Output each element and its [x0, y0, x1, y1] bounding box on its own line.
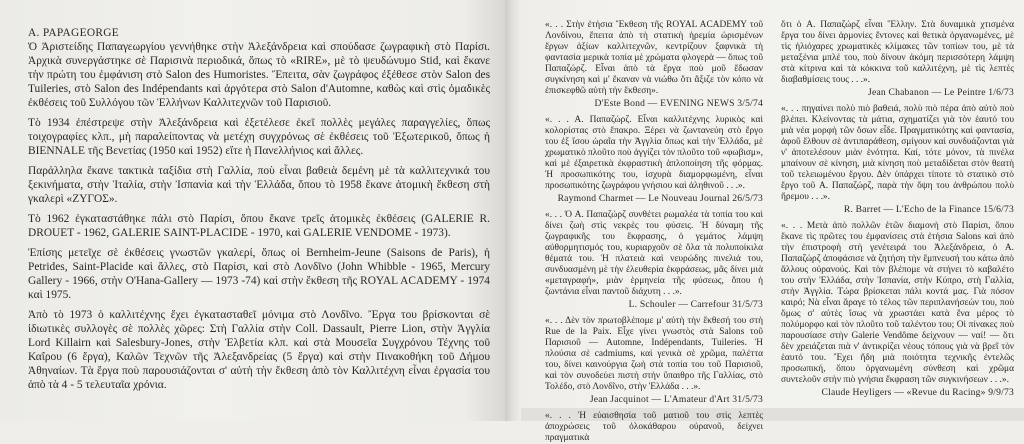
- review-source: Raymond Charmet — Le Nouveau Journal 26/5/73: [557, 193, 763, 204]
- reviews-column-1: [545, 20, 763, 444]
- review-source: Claude Heyligers — «Revue du Racing» 9/9/73: [821, 387, 1014, 398]
- bio-paragraph: Ἐπίσης μετεῖχε σὲ ἐκθέσεις γνωστῶν γκαλερί, ὅπως οἱ Bernheim-Jeune (Saisons de Paris), ἡ Petrides, Saint-Placide καὶ ἄλλες, στὸ Παρίσι, καὶ στὸ Λονδῖνο (John Whibble - 1965, Mercury Gallery - 1966, στὴν O'Hana-Gallery — 1973 -74) καὶ στὴν ἔκθεση τῆς ROYAL ACADEMY - 1974 καὶ 1975.: [28, 247, 490, 301]
- reviews-column-2: [781, 20, 1014, 404]
- review-quote-continued: ὅτι ὁ A. Παπαζώρζ εἶναι Ἕλλην. Στὰ δυναμικὰ χτισμένα ἔργα του δίνει ἁρμονίες ἔντονες καὶ θετικὰ ὀργανωμένες, μὲ τὶς ἡλιόχαρες χρωματικὲς κλίμακες τῶν τοπίων του, μὲ τὰ μεταξένια μπλέ του, ποὺ δίνουν ἀκόμη περισσότερη λάμψη στὰ κίτρινα καὶ τὰ κόκκινα τοῦ καλλιτέχνη, μὲ τὶς λεπτὲς διαβαθμίσεις τους . . .».: [781, 20, 1014, 85]
- bio-paragraph: Τὸ 1962 ἐγκαταστάθηκε πάλι στὸ Παρίσι, ὅπου ἔκανε τρεῖς ἀτομικὲς ἐκθέσεις (GALERIE R. DROUET - 1962, GALERIE SAINT-PLACIDE - 1970, καὶ GALERIE VENDOME - 1973).: [28, 213, 490, 239]
- bio-paragraph: Τὸ 1934 ἐπέστρεψε στὴν Ἀλεξάνδρεια καὶ ἐξετέλεσε ἐκεῖ πολλὲς μεγάλες παραγγελίες, ὅπως τοιχογραφίες κλπ., μὴ παραλείποντας νὰ μετέχη συγχρόνως σὲ ἐκθέσεις τοῦ Ἐξωτερικοῦ, ὅπως ἡ BIENNALE τῆς Βενετίας (1950 καὶ 1952) εἴτε ἡ Πανελλήνιος καὶ ἄλλες.: [28, 117, 490, 157]
- review-source: Jean Chabanon — Le Peintre 1/6/73: [868, 87, 1014, 98]
- bio-paragraph: Ὁ Ἀριστείδης Παπαγεωργίου γεννήθηκε στὴν Ἀλεξάνδρεια καὶ σπούδασε ζωγραφικὴ στὸ Παρίσι. Ἀρχικὰ συνεργάστηκε σὲ Παρισινὰ περιοδικά, ὅπως τὸ «RIRE», μὲ τὸ ψευδώνυμο Stid, καὶ ἔκανε τὴν πρώτη του ἐμφάνιση στὸ Salon des Humoristes. Ἔπειτα, σὰν ζωγράφος ἐξέθεσε στὸν Salon des Tuileries, στὸ Salon des Indépendants καὶ ἀργότερα στὸ Salon d'Automne, καθὼς καὶ στὶς ὁμαδικὲς ἐκθέσεις τοῦ Συλλόγου τῶν Ἑλλήνων Καλλιτεχνῶν τοῦ Παρισιοῦ.: [28, 41, 490, 109]
- review-source: D'Este Bond — EVENING NEWS 3/5/74: [594, 98, 763, 109]
- bio-paragraph: Ἀπὸ τὸ 1973 ὁ καλλιτέχνης ἔχει ἐγκατασταθεῖ μόνιμα στὸ Λονδῖνο. Ἔργα του βρίσκονται σὲ ἰδιωτικὲς συλλογὲς σὲ πολλὲς χῶρες: Στὴ Γαλλία στὴν Coll. Dassault, Pierre Lion, στὴν Ἀγγλία Lord Killairn καὶ Salesbury-Jones, στὴν Ἑλβετία κλπ. καὶ στὰ Μουσεῖα Συγχρόνου Τέχνης τοῦ Καΐρου (6 ἔργα), Καλῶν Τεχνῶν τῆς Ἀλεξανδρείας (5 ἔργα) καὶ στὴν Πινακοθήκη τοῦ Δήμου Ἀθηναίων. Τὰ ἔργα ποὺ παρουσιάζονται σ' αὐτὴ τὴν ἔκθεση ἀπὸ τὸν Καλλιτέχνη εἶναι ἐργασία του ἀπὸ τὰ 4 - 5 τελευταῖα χρόνια.: [28, 309, 490, 391]
- review-quote: «. . . Ὁ A. Παπαζώρζ συνθέτει ρωμαλέα τὰ τοπία του καὶ δίνει ζωὴ στὶς νεκρὲς του φύσεις. Ἡ δύναμη τῆς ζωγραφικῆς του ἔκφρασης, ὁ γεμάτος λάμψη αὐθορμητισμός του, κυριαρχοῦν σὲ ὅλα τὰ πολυποίκιλα θέματά του. Ἡ πλατειὰ καὶ νευρώδης πινελιά του, συνδυασμένη μὲ τὴν ἐλευθερία ἐκφράσεως, μᾶς δίνει μιὰ «μεταγραφή», μιὰν ἑρμηνεία τῆς φύσεως, ὅπου ἡ ζωντάνια εἶναι παντοῦ διάχυτη . . .».: [545, 210, 763, 297]
- review-quote: «. . . Στὴν ἐτήσια Ἔκθεση τῆς ROYAL ACADEMY τοῦ Λονδίνου, ἔπειτα ἀπὸ τὴ στατικὴ ἠρεμία ὡρισμένων ἔργων ἀξίων καλλιτεχνῶν, κεντρίζουν ξαφνικὰ τὴ φαντασία μερικὰ τοπία μὲ χρώματα φλογερὰ — ὅπως τοῦ Παπαζώρζ. Εἶναι ἀπὸ τὰ ἔργα ποὺ μοῦ ἔδωσαν συγκίνηση καὶ μ' ἔκαναν νὰ νιώθω ὅτι ἄξιζε τὸν κόπο νὰ ἐπισκεφθῶ αὐτὴ τὴν ἔκθεση».: [545, 20, 763, 96]
- review-quote-part: «. . . Ἡ εὐαισθησία τοῦ ματιοῦ του στὶς λεπτὲς ἀποχρώσεις τοῦ ὁλοκάθαρου οὐρανοῦ, δείχνει πραγματικὰ: [545, 411, 763, 443]
- review-source: Jean Jacquinot — L'Amateur d'Art 31/5/73: [589, 394, 763, 405]
- review-quote: «. . . Μετὰ ἀπὸ πολλῶν ἐτῶν διαμονὴ στὸ Παρίσι, ὅπου ἔκανε τὶς πρῶτες του ἐμφανίσεις στὰ ἐτήσια Salons καὶ ἀπὸ τὴν ἐπιστροφὴ στὴ γενέτειρά του Ἀλεξάνδρεια, ὁ A. Παπαζώρζ ἀποφάσισε νὰ ζητήση τὴν ἔμπνευσή του κάτω ἀπὸ ἄλλους οὐρανούς. Καὶ τὸν βλέπομε νὰ στήνει τὸ καβαλέτο του στὴν Ἑλλάδα, στὴν Ἰσπανία, στὴν Κύπρο, στὴ Γαλλία, στὴν Ἀγγλία. Τώρα βρίσκεται πάλι κοντά μας. Γιὰ πόσον καιρό; Νὰ εἶναι ἄραγε τὸ τέλος τῶν περιπλανήσεών του, ποὺ ὅμως σ' αὐτὲς ἴσως νὰ χρωστάει κατὰ ἕνα μέρος τὸ πολύμορφο καὶ τὸν πλοῦτο τοῦ ταλέντου του; Οἱ πίνακες ποὺ παρουσίασε στὴν Galerie Vendôme δείχνουν — ναί! — ὅτι δὲν χρειάζεται πιὰ ν' ἀντικρίζει νέους τόπους γιὰ νὰ βρεῖ τὸν ἑαυτό του. Ἔχει ἤδη μιὰ ποιότητα τεχνικῆς ἐντελῶς προσωπική, ὅπου ὀργανωμένη σύνθεση καὶ χρῶμα συντελοῦν στὴν πιὸ γνήσια ἔκφραση τῶν συγκινήσεων . . .».: [781, 221, 1014, 385]
- biography: [28, 26, 490, 398]
- review-quote: «. . . A. Παπαζώρζ. Εἶναι καλλιτέχνης λυρικὸς καὶ κολορίστας στὸ ἔπακρο. Ξέρει νὰ ζωντανεύη στὸ ἔργο του ἐξ ἴσου ὡραῖα τὴν Ἀγγλία ὅπως καὶ τὴν Ἑλλάδα, μὲ χρωματικὸ πλοῦτο ποὺ ἀγγίζει τὸν πλοῦτο τοῦ «φωβισμ», καὶ μὲ ἐξαιρετικὰ ἐκφραστικὴ ἁπλοποίηση τῆς φόρμας. Ἡ προσωπικότης του, ἰσχυρὰ διαμορφωμένη, εἶναι προσωπικότης ζωγράφου γνήσιου καὶ ἀληθινοῦ . . .».: [545, 115, 763, 191]
- review-quote: «. . . πηγαίνει πολὺ πιὸ βαθειά, πολὺ πιὸ πέρα ἀπὸ αὐτὸ ποὺ βλέπει. Κλείνοντας τὰ μάτια, σχηματίζει γιὰ τὸν ἑαυτό του μιὰ νέα μορφὴ τῶν ὅσων εἶδε. Πραγματικότης καὶ φαντασία, ἀφοῦ ἔλθουν σὲ ἀντιπαράθεση, σμίγουν καὶ συνδυάζονται γιὰ ν' ἀποτελέσουν μιὰν ἑνότητα. Καί, τότε μόνον, τὰ πινέλα μπαίνουν σὲ κίνηση, μιὰ κίνηση ποὺ μεταδίδεται στὸν θεατὴ τοῦ τελειωμένου ἔργου. Δὲν ὑπάρχει τίποτε τὸ στατικὸ στὸ ἔργο τοῦ A. Παπαζώρζ, παρὰ τὴν ὄψη του ἀνθρώπου πολὺ ἤρεμου . . .».: [781, 104, 1014, 202]
- review-source: R. Barret — L'Echo de la Finance 15/6/73: [843, 204, 1014, 215]
- book-gutter: [505, 0, 521, 421]
- review-source: L. Schouler — Carrefour 31/5/73: [628, 299, 763, 310]
- bio-paragraph: Παράλληλα ἔκανε τακτικὰ ταξίδια στὴ Γαλλία, ποὺ εἶναι βαθειὰ δεμένη μὲ τὰ καλλιτεχνικά του ξεκινήματα, στὴν Ἰταλία, στὴν Ἰσπανία καὶ τὴν Ἑλλάδα, ὅπου τὸ 1958 ἔκανε ἀτομικὴ ἔκθεση στὴ γκαλερὶ «ΖΥΓΟΣ».: [28, 165, 490, 205]
- review-quote: «. . . Δὲν τὸν πρωτοβλέπομε μ' αὐτὴ τὴν ἔκθεσή του στὴ Rue de la Paix. Εἶχε γίνει γνωστὸς στὰ Salons τοῦ Παρισιοῦ — Automne, Indépendants, Tuileries. Ἡ πλούσια σὲ cadmiums, καὶ γενικὰ σὲ χρῶμα, παλέττα του, δίνει καινούργια ζωὴ στὰ τοπία του τοῦ Παρισιοῦ, καὶ τὸν συνοδεύει πιστὴ στὴν ὕπαιθρο τῆς Γαλλίας, στὸ Τολέδο, στὸ Λονδῖνο, στὴν Ἑλλάδα . . .».: [545, 316, 763, 392]
- artist-title: A. PAPAGEORGE: [28, 27, 120, 39]
